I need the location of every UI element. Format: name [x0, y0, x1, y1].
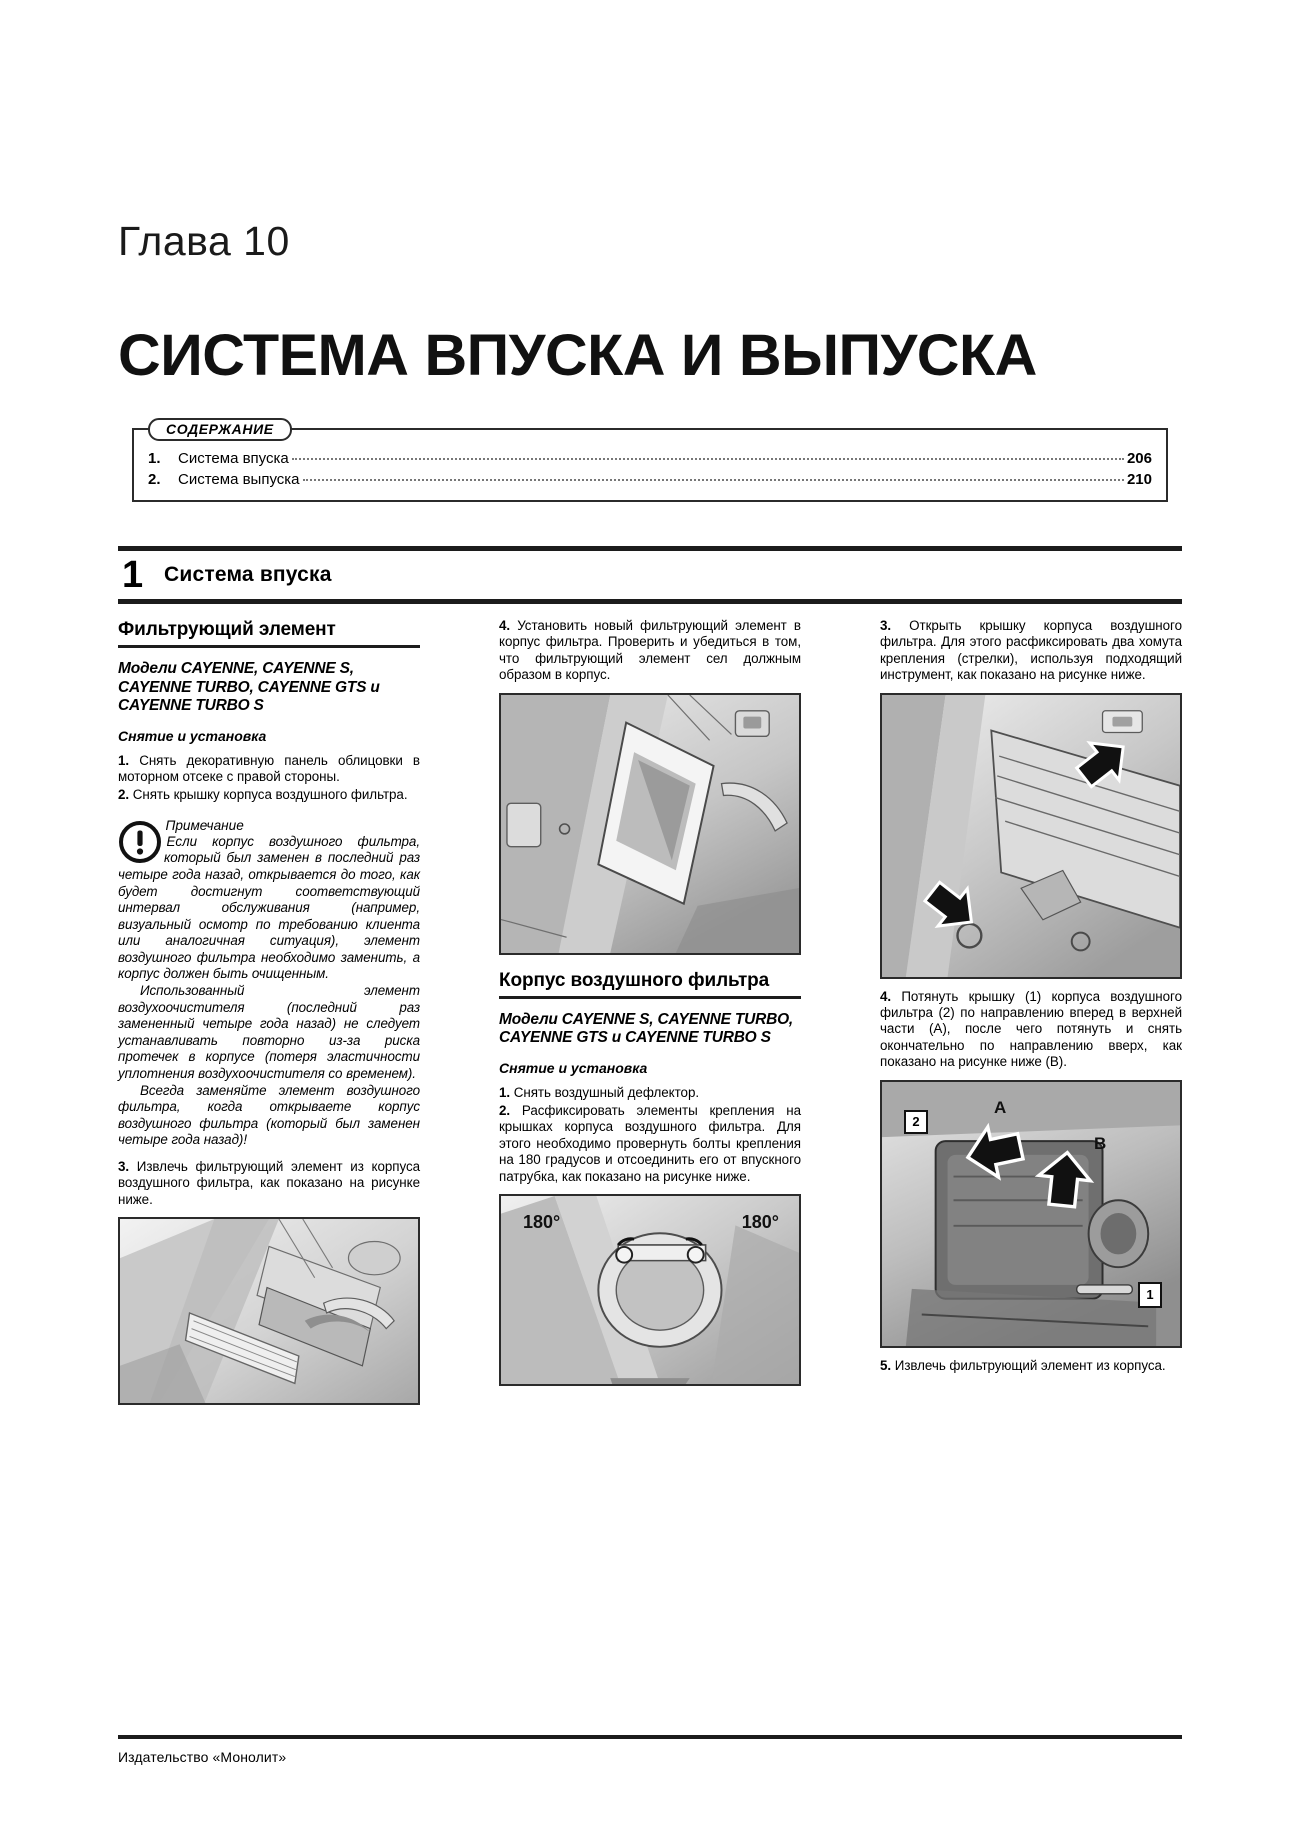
- step-number: 4.: [880, 988, 902, 1004]
- figure-open-housing-cover: [880, 693, 1182, 979]
- figure-filter-element-removal: [118, 1217, 420, 1405]
- col2-heading: Корпус воздушного фильтра: [499, 969, 770, 991]
- exclamation-icon: [118, 820, 160, 862]
- section-header: [118, 546, 1182, 604]
- page-footer: [118, 1735, 1182, 1765]
- figure-label-180-left: 180°: [523, 1212, 561, 1233]
- step-text: Расфиксировать элементы крепления на крышках корпуса воздушного фильтра. Для этого необходимо провернуть болты крепления на 180 градусов и отсоединить его от впускного патрубка, как показано на рисунке ниже.: [499, 1103, 801, 1184]
- col1-subheading: Снятие и установка: [118, 727, 267, 744]
- col1-heading: Фильтрующий элемент: [118, 619, 336, 640]
- step-number: 1.: [118, 752, 140, 768]
- col2-step-1: [499, 1085, 801, 1101]
- step-text: Потянуть крышку (1) корпуса воздушного фильтра (2) по направлению вперед в верхней части (A), после чего потянуть и снять окончательно по направлению вверх, как показано на рисунке ниже (B).: [880, 988, 1182, 1070]
- col2-subheading: Снятие и установка: [499, 1059, 648, 1076]
- step-text: Установить новый фильтрующий элемент в корпус фильтра. Проверить и убедиться в том, что фильтрующий элемент сел должным образом в корпус.: [499, 618, 801, 683]
- step-text: Снять крышку корпуса воздушного фильтра.: [132, 787, 408, 803]
- toc-frame: [132, 421, 1168, 502]
- step-number: 2.: [118, 787, 133, 803]
- toc-leader-dots: [292, 458, 1124, 460]
- note-paragraph-2: Использованный элемент воздухоочистителя (последний раз замененный четыре года назад) не следует устанавливать повторно из-за риска протечек в корпусе (потеря эластичности уплотнения воздухоочистителя со временем).: [118, 983, 420, 1082]
- column-1: [118, 618, 420, 1415]
- section-title: Система впуска: [164, 563, 332, 586]
- note-paragraph-1: Если корпус воздушного фильтра, который был заменен в последний раз четыре года назад, открывается до того, как будет достигнут соответствующий интервал обслуживания (например, визуальный осмотр по требованию клиента или аналогичная ситуация), элемент воздушного фильтра необходимо заменить, а корпус должен быть очищенным.: [118, 833, 420, 982]
- toc-item-number: 2.: [148, 471, 161, 488]
- step-text: Извлечь фильтрующий элемент из корпуса воздушного фильтра, как показано на рисунке ниже.: [118, 1159, 420, 1207]
- step-text: Извлечь фильтрующий элемент из корпуса.: [894, 1357, 1166, 1373]
- toc-item[interactable]: [148, 448, 1152, 469]
- col3-step-4: [880, 989, 1182, 1071]
- figure-callout-1: 1: [1138, 1282, 1162, 1308]
- toc-leader-dots: [303, 479, 1124, 481]
- rule: [118, 645, 420, 648]
- table-of-contents: [132, 421, 1168, 502]
- col2-models: Модели CAYENNE S, CAYENNE TURBO, CAYENNE GTS и CAYENNE TURBO S: [499, 1010, 794, 1047]
- step-text: Снять воздушный дефлектор.: [513, 1084, 700, 1100]
- page-content: [118, 0, 1182, 1839]
- figure-filter-element-install: [499, 693, 801, 955]
- toc-item-label: Система выпуска: [178, 471, 300, 488]
- col3-step-3: [880, 618, 1182, 684]
- toc-item-label: Система впуска: [178, 450, 289, 467]
- step-text: Открыть крышку корпуса воздушного фильтра. Для этого расфиксировать два хомута крепления (стрелки), используя подходящий инструмент, как показано на рисунке ниже.: [880, 618, 1182, 683]
- rule: [118, 599, 1182, 604]
- column-2: [499, 618, 801, 1415]
- rule: [118, 1735, 1182, 1739]
- col1-models: Модели CAYENNE, CAYENNE S, CAYENNE TURBO, CAYENNE GTS и CAYENNE TURBO S: [118, 660, 380, 714]
- note-paragraph-3: Всегда заменяйте элемент воздушного фильтра, когда открываете корпус воздушного фильтра (который был заменен четыре года назад)!: [118, 1082, 420, 1148]
- publisher-name: Издательство «Монолит»: [118, 1749, 287, 1765]
- page-title: СИСТЕМА ВПУСКА И ВЫПУСКА: [118, 323, 1037, 388]
- figure-pull-cover-ab: [880, 1080, 1182, 1348]
- chapter-label: Глава 10: [118, 218, 290, 264]
- toc-item-page: 210: [1126, 471, 1152, 488]
- col2-step-4: [499, 618, 801, 684]
- step-number: 1.: [499, 1084, 514, 1100]
- column-3: [880, 618, 1182, 1415]
- col1-step-1: [118, 753, 420, 786]
- figure-callout-b: B: [1094, 1133, 1107, 1153]
- note-title: Примечание: [165, 817, 244, 833]
- toc-list: [148, 448, 1152, 490]
- figure-label-180-right: 180°: [741, 1212, 779, 1233]
- toc-item-page: 206: [1126, 450, 1152, 467]
- section-number: 1: [122, 554, 144, 596]
- step-number: 3.: [118, 1159, 137, 1174]
- toc-item-number: 1.: [148, 450, 161, 467]
- col2-step-2: [499, 1103, 801, 1185]
- col1-step-2: [118, 787, 420, 803]
- section-header-inner: [118, 551, 1182, 599]
- toc-item[interactable]: [148, 469, 1152, 490]
- step-number: 5.: [880, 1357, 895, 1373]
- step-text: Снять декоративную панель облицовки в моторном отсеке с правой стороны.: [118, 752, 420, 784]
- note-block: [118, 818, 420, 1149]
- figure-clamp-bolts-180: [499, 1194, 801, 1386]
- step-number: 4.: [499, 618, 518, 633]
- step-number: 3.: [880, 618, 910, 633]
- columns: [118, 618, 1182, 1415]
- col3-step-5: [880, 1358, 1182, 1374]
- figure-callout-a: A: [994, 1097, 1007, 1117]
- step-number: 2.: [499, 1103, 522, 1119]
- figure-callout-2: 2: [904, 1110, 928, 1134]
- col1-step-3: [118, 1159, 420, 1208]
- toc-legend: СОДЕРЖАНИЕ: [148, 418, 292, 441]
- rule: [499, 996, 801, 999]
